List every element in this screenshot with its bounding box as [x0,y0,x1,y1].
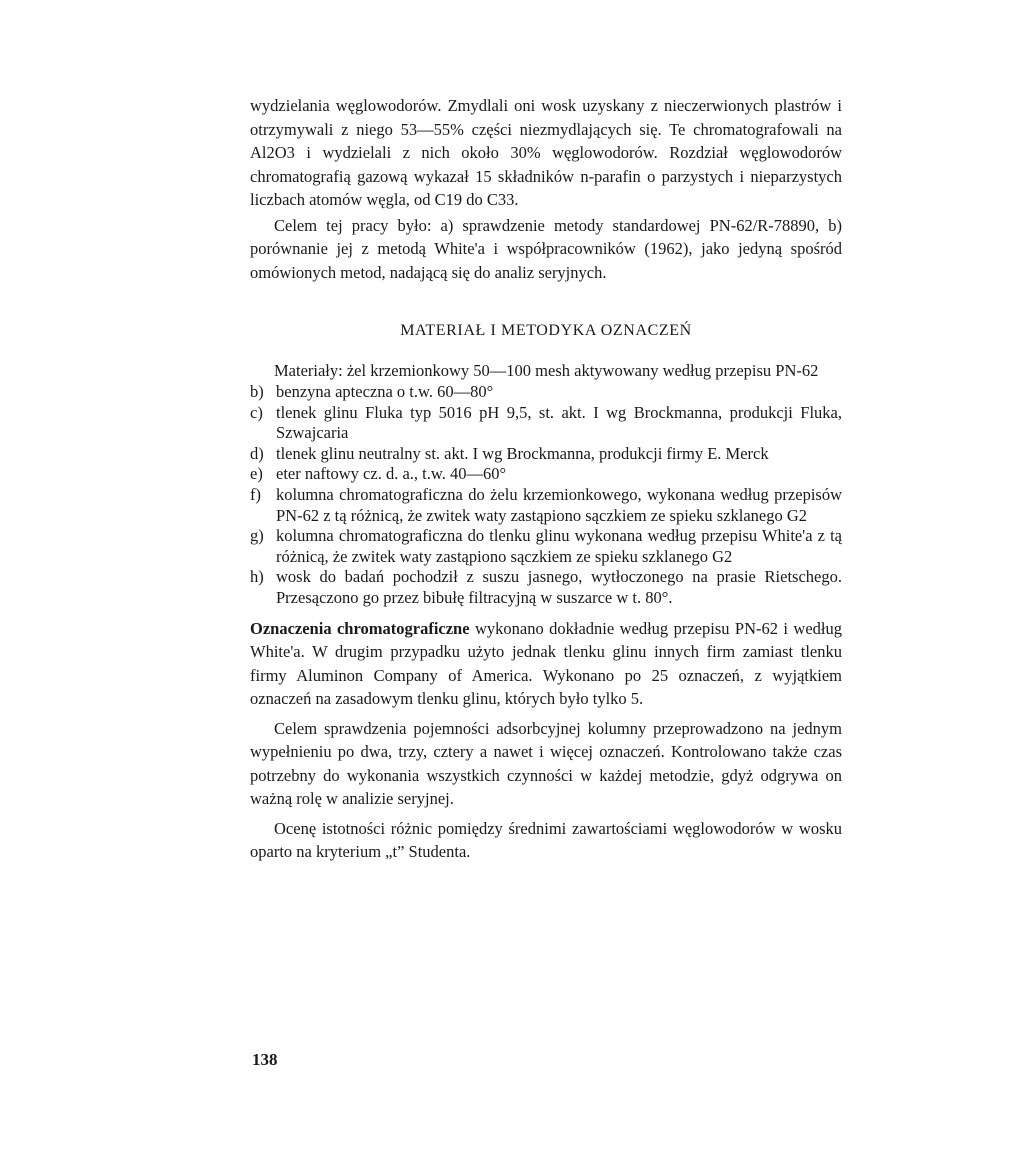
list-marker: d) [250,443,264,463]
list-marker: b) [250,382,264,401]
paragraph-capacity: Celem sprawdzenia pojemności adsorbcyjnej kolumny przeprowadzono na jednym wypełnieniu po dwa, trzy, cztery a nawet i więcej oznaczeń. Kontrolowano także czas potrzebny do wykonania wszystkich czynności w każdej metodzie, gdyż odgrywa on ważną rolę w analizie seryjnej. [250,718,842,809]
list-item-text: wosk do badań pochodził z suszu jasnego, wytłoczonego na prasie Rietschego. Przesączono go przez bibułę filtracyjną w suszarce w t. 80°. [276,567,842,607]
list-item-text: benzyna apteczna o t.w. 60—80° [276,382,494,401]
paragraph-statistics: Ocenę istotności różnic pomiędzy średnimi zawartościami węglowodorów w wosku oparto na kryterium „t” Studenta. [250,818,842,862]
list-item-text: tlenek glinu Fluka typ 5016 pH 9,5, st. akt. I wg Brockmanna, produkcji Fluka, Szwajcaria [276,402,842,443]
materials-list-item [250,485,842,526]
list-item-text: kolumna chromatograficzna do tlenku glinu wykonana według przepisu White'a z tą różnicą, że zwitek waty zastąpiono sączkiem ze spieku szklanego G2 [276,526,842,566]
materials-list-item [250,526,842,567]
materials-list [250,382,842,609]
materials-intro: Materiały: żel krzemionkowy 50—100 mesh aktywowany według przepisu PN-62 [274,361,819,380]
list-marker: h) [250,567,264,587]
list-marker: c) [250,402,263,422]
paragraph-chromatography-lead: Oznaczenia chromatograficzne [250,618,470,638]
page-body [250,94,842,864]
paragraph-intro: wydzielania węglowodorów. Zmydlali oni wosk uzyskany z nieczerwionych plastrów i otrzymywali z niego 53—55% części niezmydlających się. Te chromatografowali na Al2O3 i wydzielali z nich około 30% węglowodorów. Rozdział węglowodorów chromatografią gazową wykazał 15 składników n-parafin o parzystych i nieparzystych liczbach atomów węgla, od C19 do C33. [250,96,842,209]
materials-list-item [250,464,842,485]
list-marker: e) [250,464,263,484]
list-item-text: kolumna chromatograficzna do żelu krzemionkowego, wykonana według przepisów PN-62 z tą różnicą, że zwitek waty zastąpiono sączkiem ze spieku szklanego G2 [276,484,842,525]
paragraph-chromatography [250,617,842,711]
paragraph-aim: Celem tej pracy było: a) sprawdzenie metody standardowej PN-62/R-78890, b) porównanie jej z metodą White'a i współpracowników (1962), jako jedyną spośród omówionych metod, nadającą się do analiz seryjnych. [250,215,842,282]
paragraph-chromatography-text: wykonano dokładnie według przepisu PN-62 i według White'a. W drugim przypadku użyto jednak tlenku glinu innych firm zamiast tlenku firmy Aluminon Company of America. Wykonano po 25 oznaczeń, z wyjątkiem oznaczeń na zasadowym tlenku glinu, których było tylko 5. [250,618,842,709]
materials-list-item [250,403,842,444]
list-item-text: tlenek glinu neutralny st. akt. I wg Brockmanna, produkcji firmy E. Merck [276,443,769,463]
section-heading: MATERIAŁ I METODYKA OZNACZEŃ [400,322,692,339]
page-number: 138 [252,1050,278,1069]
materials-list-item [250,444,842,465]
list-item-text: eter naftowy cz. d. a., t.w. 40—60° [276,464,507,484]
list-marker: f) [250,484,261,504]
list-marker: g) [250,526,264,546]
materials-list-item [250,382,842,403]
materials-list-item [250,567,842,608]
